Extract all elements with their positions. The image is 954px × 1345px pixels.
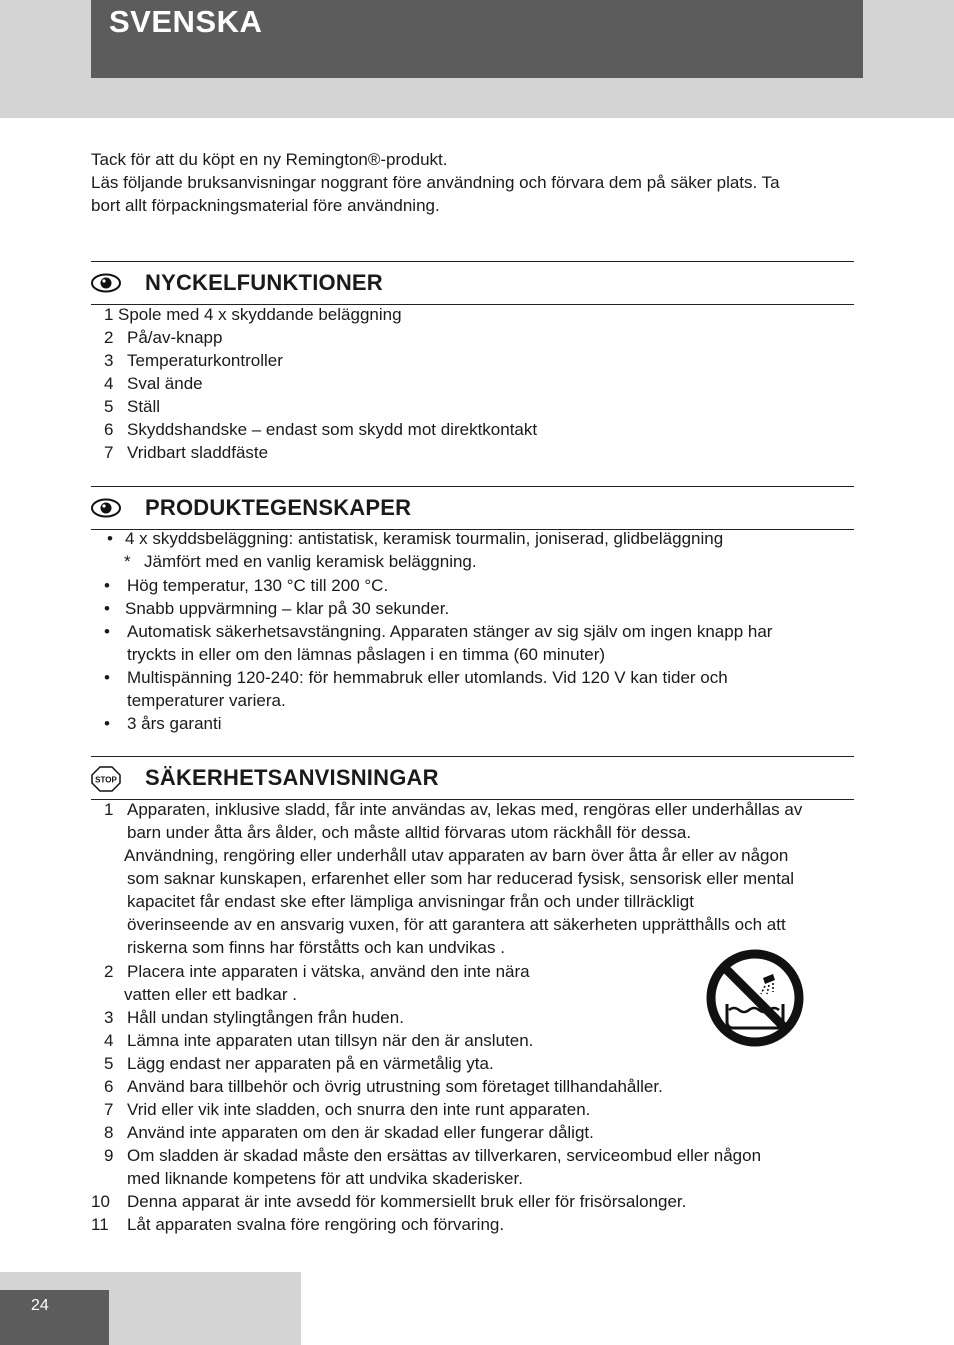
list-item: 11 Låt apparaten svalna före rengöring och förvaring. (91, 1215, 505, 1234)
list-item: 4 Lämna inte apparaten utan tillsyn när den är ansluten. (104, 1031, 534, 1050)
list-item: 4 Sval ände (104, 374, 203, 393)
list-item: 2 På/av-knapp (104, 328, 223, 347)
list-item: 2 Placera inte apparaten i vätska, använd den inte nära (104, 962, 530, 981)
list-item: 10 Denna apparat är inte avsedd för kommersiellt bruk eller för frisörsalonger. (91, 1192, 687, 1211)
eye-icon (91, 273, 121, 293)
key-features-list (91, 303, 854, 464)
list-item: 9 Om sladden är skadad måste den ersättas av tillverkaren, serviceombud eller någon med liknande kompetens för att undvika skaderisker. (104, 1146, 762, 1188)
footnote: * Jämfört med en vanlig keramisk beläggning. (124, 552, 477, 571)
list-item: 7 Vridbart sladdfäste (104, 443, 269, 462)
section-title: PRODUKTEGENSKAPER (145, 495, 412, 520)
intro-line: Tack för att du köpt en ny Remington®-produkt. (91, 150, 448, 169)
section-heading-key-features (91, 261, 854, 305)
list-item: • 4 x skyddsbeläggning: antistatisk, keramisk tourmalin, joniserad, glidbeläggning (107, 529, 724, 548)
list-item: 6 Skyddshandske – endast som skydd mot direktkontakt (104, 420, 538, 439)
list-item: • Automatisk säkerhetsavstängning. Apparaten stänger av sig själv om ingen knapp har tryckts in eller om den lämnas påslagen i en timma (60 minuter) (104, 622, 773, 664)
section-heading-product-features (91, 486, 854, 530)
svg-text:STOP: STOP (95, 775, 117, 785)
section-title: SÄKERHETSANVISNINGAR (145, 765, 439, 790)
list-item-continuation: vatten eller ett badkar . (124, 985, 297, 1004)
intro-text (91, 148, 861, 217)
eye-icon (91, 498, 121, 518)
page-number: 24 (31, 1297, 49, 1314)
list-item-paragraph: Användning, rengöring eller underhåll utav apparaten av barn över åtta år eller av någon som saknar kunskapen, erfarenhet eller som har reducerad fysisk, sensorisk eller mental kapacitet får endast ske efter lämpliga anvisningar från och under tillräckligt överinseende av en ansvarig vuxen, för att garantera att säkerheten upprätthålls och att riskerna som finns har förståtts och kan undvikas . (124, 846, 795, 957)
intro-line: bort allt förpackningsmaterial före användning. (91, 196, 440, 215)
list-item: 1 Apparaten, inklusive sladd, får inte användas av, lekas med, rengöras eller underhållas av barn under åtta års ålder, och måste alltid förvaras utom räckhåll för dessa. (104, 800, 803, 842)
list-item: 1 Spole med 4 x skyddande beläggning (104, 305, 402, 324)
list-item: 8 Använd inte apparaten om den är skadad eller fungerar dåligt. (104, 1123, 594, 1142)
intro-line: Läs följande bruksanvisningar noggrant före användning och förvara dem på säker plats. Ta (91, 173, 780, 192)
list-item: 3 Håll undan stylingtången från huden. (104, 1008, 404, 1027)
list-item: • Multispänning 120-240: för hemmabruk eller utomlands. Vid 120 V kan tider och temperaturer variera. (104, 668, 728, 710)
list-item: 3 Temperaturkontroller (104, 351, 283, 370)
list-item: • Hög temperatur, 130 °C till 200 °C. (104, 576, 389, 595)
title-bar (91, 0, 863, 78)
list-item: • 3 års garanti (104, 714, 222, 733)
page-title: SVENSKA (109, 4, 263, 39)
list-item: 6 Använd bara tillbehör och övrig utrustning som företaget tillhandahåller. (104, 1077, 663, 1096)
list-item: • Snabb uppvärmning – klar på 30 sekunder. (104, 599, 450, 618)
list-item: 5 Ställ (104, 397, 161, 416)
stop-icon (91, 766, 121, 792)
list-item: 5 Lägg endast ner apparaten på en värmetålig yta. (104, 1054, 494, 1073)
section-title: NYCKELFUNKTIONER (145, 270, 383, 295)
no-water-icon (705, 948, 805, 1048)
section-heading-safety (91, 756, 854, 800)
page-number-box (0, 1290, 109, 1345)
product-features-list (91, 527, 854, 735)
list-item: 7 Vrid eller vik inte sladden, och snurra den inte runt apparaten. (104, 1100, 591, 1119)
